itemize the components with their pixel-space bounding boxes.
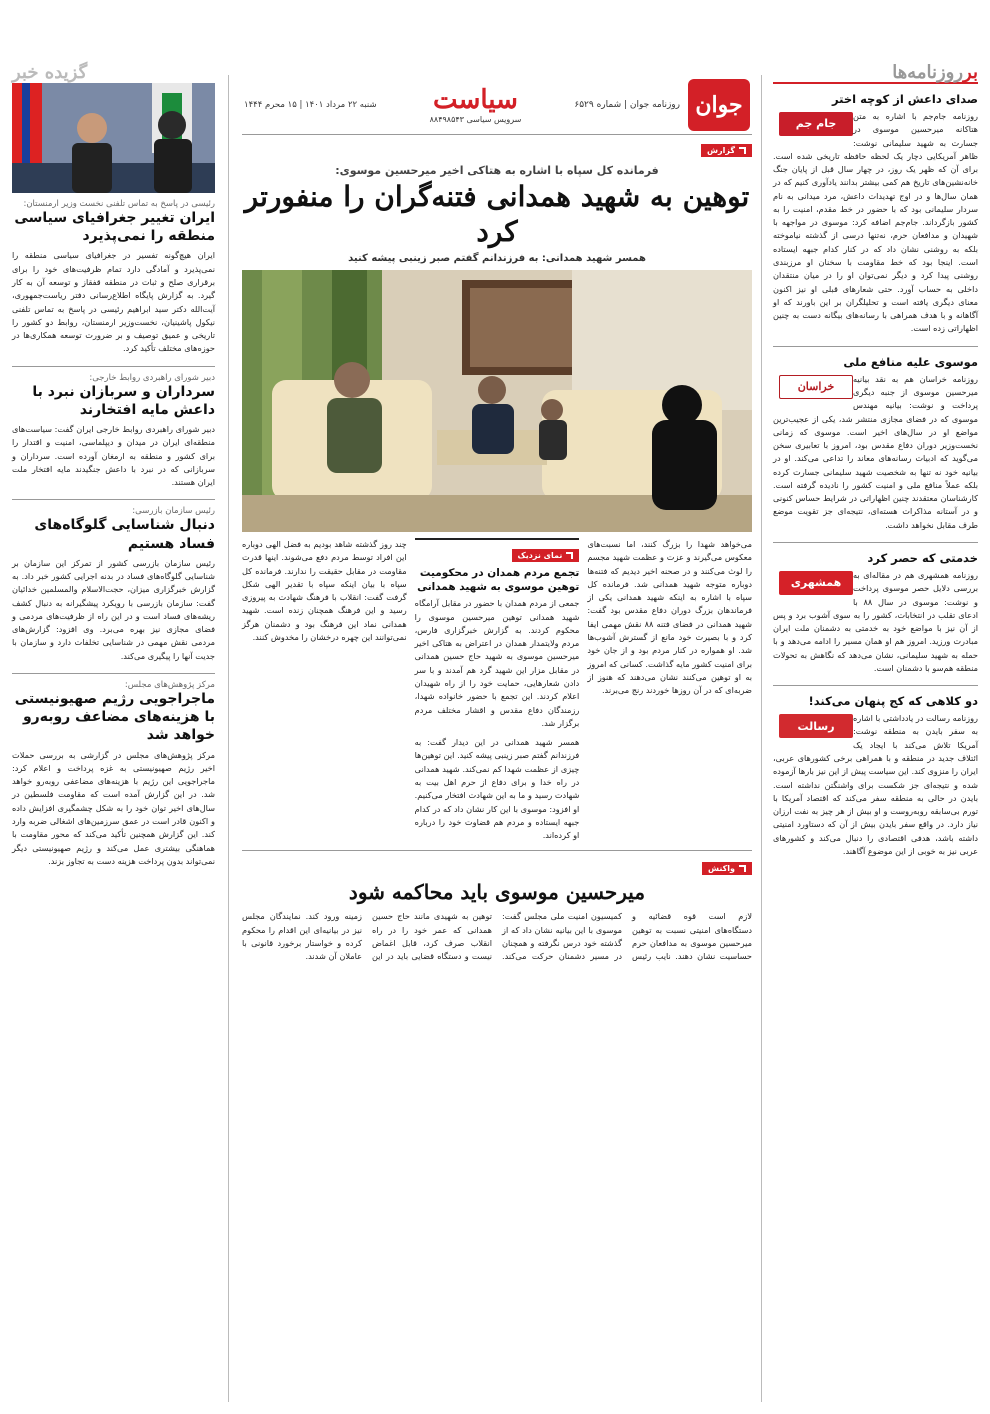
digest-item [12,373,215,490]
digest-title: دنبال شناسایی گلوگاه‌های فساد هستیم [34,517,215,552]
main-photo [242,270,752,532]
digest-body: دبیر شورای راهبردی روابط خارجی ایران گفت: سیاست‌های منطقه‌ای ایران در میدان و دیپلماسی، امنیت و اقتدار را برای کشور و منطقه به ارمغان آورده است. سرداران و سربازانی که در نبرد با داعش جنگیدند مایه افتخار ملت ایران هستند. [12,424,215,488]
digest-item [12,506,215,663]
close-up-body: جمعی از مردم همدان با حضور در مقابل آرامگاه شهید همدانی توهین میرحسین موسوی را محکوم کردند. به گزارش خبرگزاری فارس، مردم ولایتمدار همدان در اعتراض به هتاکی اخیر میرحسین موسوی به شهید حاج حسین همدانی در مقابل مزار این شهید گرد هم آمدند و با سر دادن شعارهایی، حمایت خود را از راه شهیدان اعلام کردند. این تجمع با حضور خانواده شهدا، رزمندگان دفاع مقدس و اقشار مختلف مردم برگزار شد. [414,598,580,728]
divider [12,673,215,674]
press-item-body: روزنامه رسالت در یادداشتی با اشاره به سفر بایدن به منطقه نوشت: آمریکا تلاش می‌کند با ایجاد یک ائتلاف جدید در منطقه و با همراهی برخی کشورهای عربی، ایران را منزوی کند. این سیاست پیش از این نیز بارها آزموده شده و نتیجه‌ای جز شکست برای واشنگتن نداشته است. بایدن در حالی به منطقه سفر می‌کند که اقتصاد آمریکا با تورم بی‌سابقه روبه‌روست و او بیش از هر چیز به نفت ارزان نیاز دارد. در واقع سفر بایدن بیش از آن که دستاورد امنیتی داشته باشد، هدفی اقتصادی را دنبال می‌کند و کشورهای عربی نیز به خوبی از این موضوع آگاهند. [773,713,978,856]
newspaper-logo: خراسان [779,375,853,399]
newspaper-logo: همشهری [779,571,853,595]
masthead [242,75,752,135]
brand-logo: جوان [688,79,750,131]
digest-kicker: مرکز پژوهش‌های مجلس: [124,680,215,691]
reaction-story [242,850,752,963]
press-item-body: روزنامه جام‌جم با اشاره به متن هتاکانه میرحسین موسوی در جسارت به شهید سلیمانی نوشت: ظاهر آمریکایی دچار یک لحظه حافظه تاریخی شده است. برای آن که ظهر یک روز، در چهار سال قبل از پایان جنگ خانه‌نشین‌های تاریخ هم کمی بیشتر بدانند یادآوری کنیم که در همان سال‌ها و در اوج تهدیدات داعش، مرد میدانی به نام سردار سلیمانی بود که با حضور در خط مقدم، امنیت را به کشور بازگرداند. جام‌جم اضافه کرد: موسوی در مواجهه با شهیدان و مدافعان حرم، نه‌تنها درسی از گذشته نیاموخته بلکه به روشنی نشان داد که در کنار کدام جبهه ایستاده است. اینجا بود که خط مقاومت با سخنان او مرزبندی روشنی پیدا کرد و دیگر نمی‌توان او را در میان منتقدان داخلی به حساب آورد. حتی شعارهای قبلی او نیز اکنون معنای دیگری یافته است و تحلیلگران بر این باورند که او آگاهانه و با هدف همراهی با رسانه‌های بیگانه دست به چنین اظهاراتی زده است. [773,110,978,334]
digest-body: رئیس سازمان بازرسی کشور از تمرکز این سازمان بر شناسایی گلوگاه‌های فساد در بدنه اجرایی کشور خبر داد. به گزارش خبرگزاری میزان، حجت‌الاسلام والمسلمین خدائیان گفت: سازمان بازرسی با رویکرد پیشگیرانه به دنبال کشف ریشه‌های فساد است و در این راه از ظرفیت‌های مردمی و فضای مجازی نیز بهره می‌برد. وی افزود: گزارش‌های مردمی نقش مهمی در شناسایی تخلفات دارد و سازمان با جدیت آنها را پیگیری می‌کند. [12,557,215,661]
meeting-photo-illustration [12,83,215,193]
digest-kicker: رئیسی در پاسخ به تماس تلفنی نخست وزیر ارمنستان: [23,199,215,209]
story-text: چند روز گذشته شاهد بودیم به فضل الهی دوباره این افراد توسط مردم دفع می‌شوند. اینها قدرت مقاومت در مقابل حقیقت را ندارند. فرمانده کل سپاه با بیان اینکه سپاه با تقدیر الهی شکل گرفت گفت: انقلاب با فرهنگ شهادت به پیروزی رسید و این فرهنگ همچنان زنده است. شهید همدانی نماد این فرهنگ بود و دشمنان هرگز نمی‌توانند این چهره درخشان را مخدوش کنند. [241,539,407,642]
digest-item [12,199,215,356]
main-story-column [232,75,762,964]
story-col-middle [415,538,580,842]
press-review-column [765,62,990,858]
press-item-title: موسوی علیه منافع ملی [843,354,978,369]
digest-kicker: دبیر شورای راهبردی روابط خارجی: [89,372,215,383]
close-up-box [415,538,580,730]
digest-body: مرکز پژوهش‌های مجلس در گزارشی به بررسی حملات اخیر رژیم صهیونیستی به غزه پرداخت و اعلام کرد: ماجراجویی این رژیم با هزینه‌های مضاعفی روبه‌رو خواهد شد. در این گزارش آمده است که مقاومت فلسطین در سال‌های اخیر توان خود را به شکل چشمگیری افزایش داده و اکنون قادر است در عمق سرزمین‌های اشغالی ضربه وارد کند. این گزارش همچنین تأکید می‌کند که محور مقاومت با هماهنگی بیشتری عمل می‌کند و رژیم صهیونیستی دیگر نمی‌تواند بدون پرداخت هزینه دست به تجاوز بزند. [12,749,215,866]
press-item [773,551,978,675]
press-item [773,694,978,858]
reaction-body: لازم است قوه قضائیه و دستگاه‌های امنیتی نسبت به توهین میرحسین موسوی به مدافعان حرم حساسیت نشان دهند. نایب رئیس کمیسیون امنیت ملی مجلس گفت: موسوی با این بیانیه نشان داد که از گذشته خود درس نگرفته و همچنان در مسیر دشمنان حرکت می‌کند. توهین به شهیدی مانند حاج حسین همدانی که عمر خود را در راه انقلاب صرف کرد، قابل اغماض نیست و دستگاه قضایی باید در این زمینه ورود کند. نمایندگان مجلس نیز در بیانیه‌ای این اقدام را محکوم کرده و خواستار برخورد قانونی با عاملان آن شدند. [242,911,752,962]
divider [773,685,978,686]
press-item-body: روزنامه خراسان هم به نقد بیانیه میرحسین موسوی از جنبه دیگری پرداخت و نوشت: بیانیه مهندس موسوی که در فضای مجازی منتشر شد، یکی از عجیب‌ترین مواضع او در سال‌های اخیر است. موسوی که زمانی نخست‌وزیر دوران دفاع مقدس بود، امروز با تعابیری سخن می‌گوید که ادبیات رسانه‌های معاند را تداعی می‌کند. او در بیانیه خود نه تنها به شخصیت شهید سلیمانی جسارت کرده بلکه عملاً منافع ملی و امنیت کشور را نادیده گرفته است. کارشناسان معتقدند چنین اظهاراتی در شرایط حساس کنونی و در آستانه مذاکرات هسته‌ای، نتیجه‌ای جز تقویت موضع طرف مقابل نخواهد داشت. [773,373,978,530]
digest-title: سرداران و سربازان نبرد با داعش مایه افتخارند [32,383,215,418]
digest-kicker: رئیس سازمان بازرسی: [132,506,215,517]
digest-title: ایران تغییر جغرافیای سیاسی منطقه را نمی‌پذیرد [14,210,215,245]
issue-info [574,100,680,110]
newspaper-logo: جام جم [779,112,853,136]
story-col-left [242,538,407,842]
press-item-title: خدمتی که حصر کرد [867,551,978,566]
issue-line: روزنامه جوان | شماره ۶۵۲۹ [574,99,680,110]
tag-label: واکنش [708,864,735,874]
tag-label: گزارش [706,146,735,155]
main-subline: همسر شهید همدانی: به فرزندانم گفتم صبر زینبی پیشه کنید [348,253,646,264]
reaction-headline: میرحسین موسوی باید محاکمه شود [348,880,646,905]
column-rule [228,75,229,1402]
story-text: همسر شهید همدانی در این دیدار گفت: به فرزندانم گفتم صبر زینبی پیشه کنید. این توهین‌ها چیزی از عظمت شهدا کم نمی‌کند. شهید همدانی در راه خدا و برای دفاع از حرم اهل بیت به شهادت رسید و ما به این شهادت افتخار می‌کنیم. او افزود: موسوی با این کار نشان داد که در کدام جبهه ایستاده و مردم هم قضاوت خود را درباره او کرده‌اند. [414,737,580,841]
header-accent: بر [963,61,978,83]
press-item-title: صدای داعش از کوچه اختر [831,92,978,106]
tag-icon [739,865,746,872]
section-name: سیاست [433,85,518,115]
digest-title: ماجراجویی رژیم صهیونیستی با هزینه‌های مضاعف روبه‌رو خواهد شد [14,691,215,744]
newspaper-logo: رسالت [779,714,853,738]
issue-date: شنبه ۲۲ مرداد ۱۴۰۱ | ۱۵ محرم ۱۴۴۴ [244,99,377,110]
story-text: می‌خواهد شهدا را بزرگ کنند، اما نسبت‌های معکوس می‌گیرند و عزت و عظمت شهید مجسم را لوث می‌کنند و در صحنه اخیر دیدیم که فتنه‌ها دوباره متوجه شهید همدانی شد. فرمانده کل سپاه با اشاره به اینکه شهید همدانی یکی از فرماندهان بزرگ دوران دفاع مقدس بود گفت: شهید همدانی در فضای فتنه ۸۸ نقش مهمی ایفا کرد و با بصیرت خود مانع از گسترش آشوب‌ها شد. او همواره در کنار مردم بود و از جان خود برای امنیت کشور مایه گذاشت. کسانی که امروز به او توهین می‌کنند نشان می‌دهند که هنوز از ضربه‌ای که در آن روزها خوردند رنج می‌برند. [587,539,753,696]
divider [773,542,978,543]
digest-photo [12,83,215,193]
main-kicker: فرمانده کل سپاه با اشاره به هتاکی اخیر میرحسین موسوی: [335,164,659,177]
reaction-tag [702,862,752,875]
close-up-tag [512,549,580,562]
press-review-header [773,62,978,84]
close-up-title: تجمع مردم همدان در محکومیت توهین موسوی به شهید همدانی [417,567,580,594]
news-digest-column [0,62,225,868]
digest-body: ایران هیچ‌گونه تفسیر در جغرافیای سیاسی منطقه را نمی‌پذیرد و آمادگی دارد تمام ظرفیت‌های خود را برای برقراری صلح و ثبات در منطقه قفقاز و توسعه آن به کار گیرد. به گزارش پایگاه اطلاع‌رسانی دفتر ریاست‌جمهوری، آیت‌الله دکتر سید ابراهیم رئیسی در پاسخ به تماس تلفنی نیکول پاشینیان، نخست‌وزیر ارمنستان، روابط دو کشور را تاریخی و عمیق توصیف و بر ضرورت توسعه همکاری‌ها در حوزه‌های مختلف تأکید کرد. [12,250,215,354]
main-headline: توهین به شهید همدانی فتنه‌گران را منفورتر کرد [244,180,750,248]
press-item [773,92,978,336]
divider [773,346,978,347]
tag-label: نمای نزدیک [517,551,563,560]
story-col-right [587,538,752,842]
press-item [773,355,978,532]
header-text: روزنامه‌ها [892,61,964,83]
digest-item [12,680,215,868]
tag-icon [739,147,746,154]
press-item-body: روزنامه همشهری هم در مقاله‌ای به بررسی دلایل حصر موسوی پرداخت و نوشت: موسوی در سال ۸۸ با ادعای تقلب در انتخابات، کشور را به سوی آشوب برد و پس از آن نیز با مواضع خود به خدمتی به دشمنان ملت ایران مبادرت ورزید. امروز هم او همان مسیر را ادامه می‌دهد و با حمله به شهید سلیمانی، نشان می‌دهد که نگاهش به تحولات منطقه هم‌سو با دشمنان است. [773,569,978,673]
story-columns [242,538,752,842]
digest-header: گزیده خبر [12,62,88,83]
press-item-title: دو کلاهی که کج پنهان می‌کند! [808,694,978,709]
report-tag [701,144,752,157]
section-sub: سرویس سیاسی ۸۸۴۹۸۵۴۳ [429,115,522,124]
meeting-photo-illustration [242,270,752,532]
divider [12,366,215,367]
divider [12,499,215,500]
tag-icon [566,552,573,559]
